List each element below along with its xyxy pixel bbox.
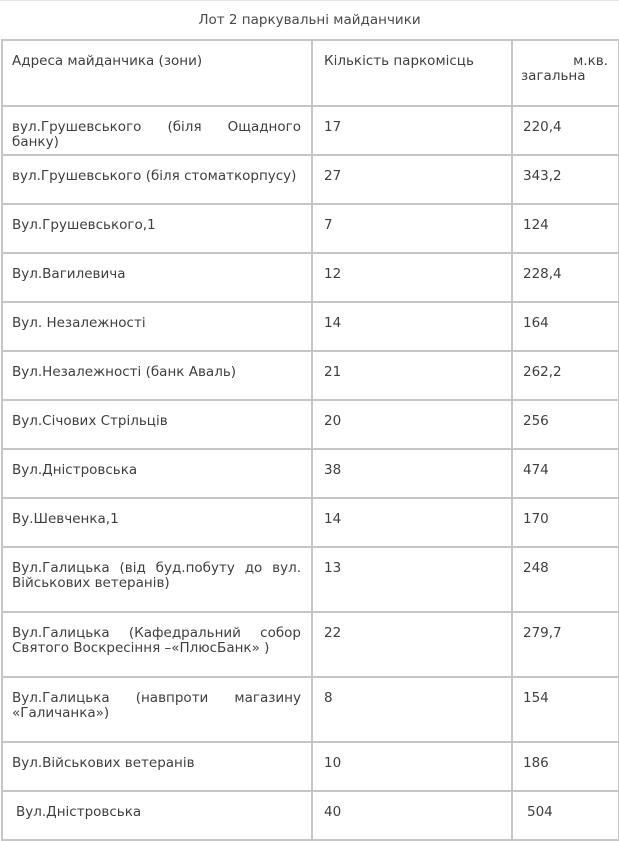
row-area: 262,2	[512, 351, 619, 400]
header-area-line1: м.кв.	[573, 53, 608, 69]
row-spaces: 22	[312, 612, 512, 677]
row-area: 343,2	[512, 155, 619, 204]
row-address: Ву.Шевченка,1	[2, 498, 312, 547]
row-address: Вул.Грушевського,1	[2, 204, 312, 253]
parking-lots-table	[1, 39, 619, 841]
table-row	[2, 498, 619, 547]
row-address: Вул. Незалежності	[2, 302, 312, 351]
row-address: Вул.Галицька (навпроти магазину «Галичанка»)	[2, 677, 312, 742]
row-spaces: 8	[312, 677, 512, 742]
row-area: 186	[512, 742, 619, 791]
row-address: Вул.Галицька (від буд.побуту до вул. Військових ветеранів)	[2, 547, 312, 612]
row-area: 124	[512, 204, 619, 253]
table-row	[2, 155, 619, 204]
row-spaces: 7	[312, 204, 512, 253]
row-spaces: 14	[312, 302, 512, 351]
header-address: Адреса майданчика (зони)	[2, 40, 312, 106]
row-spaces: 12	[312, 253, 512, 302]
table-row	[2, 791, 619, 840]
row-spaces: 13	[312, 547, 512, 612]
table-row	[2, 204, 619, 253]
row-spaces: 17	[312, 106, 512, 155]
table-row	[2, 351, 619, 400]
table-row	[2, 612, 619, 677]
row-address: Вул.Вагилевича	[2, 253, 312, 302]
table-row	[2, 677, 619, 742]
table-row	[2, 106, 619, 155]
row-address: Вул.Дністровська	[2, 449, 312, 498]
row-area: 504	[512, 791, 619, 840]
row-area: 170	[512, 498, 619, 547]
row-area: 154	[512, 677, 619, 742]
row-spaces: 40	[312, 791, 512, 840]
header-area-line2: загальна	[521, 68, 586, 84]
table-row	[2, 547, 619, 612]
header-area	[512, 40, 619, 106]
table-row	[2, 400, 619, 449]
table-row	[2, 742, 619, 791]
table-row	[2, 253, 619, 302]
row-address: Вул.Дністровська	[2, 791, 312, 840]
row-spaces: 10	[312, 742, 512, 791]
row-address: вул.Грушевського (біля стоматкорпусу)	[2, 155, 312, 204]
row-area: 164	[512, 302, 619, 351]
row-area: 228,4	[512, 253, 619, 302]
table-row	[2, 302, 619, 351]
row-spaces: 27	[312, 155, 512, 204]
row-area: 220,4	[512, 106, 619, 155]
row-spaces: 21	[312, 351, 512, 400]
table-row	[2, 449, 619, 498]
row-area: 256	[512, 400, 619, 449]
row-spaces: 14	[312, 498, 512, 547]
header-spaces: Кількість паркомісць	[312, 40, 512, 106]
row-address: Вул.Військових ветеранів	[2, 742, 312, 791]
row-spaces: 20	[312, 400, 512, 449]
row-area: 474	[512, 449, 619, 498]
top-divider	[0, 0, 619, 1]
table-header-row	[2, 40, 619, 106]
row-spaces: 38	[312, 449, 512, 498]
row-address: вул.Грушевського (біля Ощадного банку)	[2, 106, 312, 155]
row-area: 279,7	[512, 612, 619, 677]
row-address: Вул.Галицька (Кафедральний собор Святого Воскресіння –«ПлюсБанк» )	[2, 612, 312, 677]
row-address: Вул.Незалежності (банк Аваль)	[2, 351, 312, 400]
row-address: Вул.Січових Стрільців	[2, 400, 312, 449]
row-area: 248	[512, 547, 619, 612]
page-title: Лот 2 паркувальні майданчики	[198, 12, 421, 28]
